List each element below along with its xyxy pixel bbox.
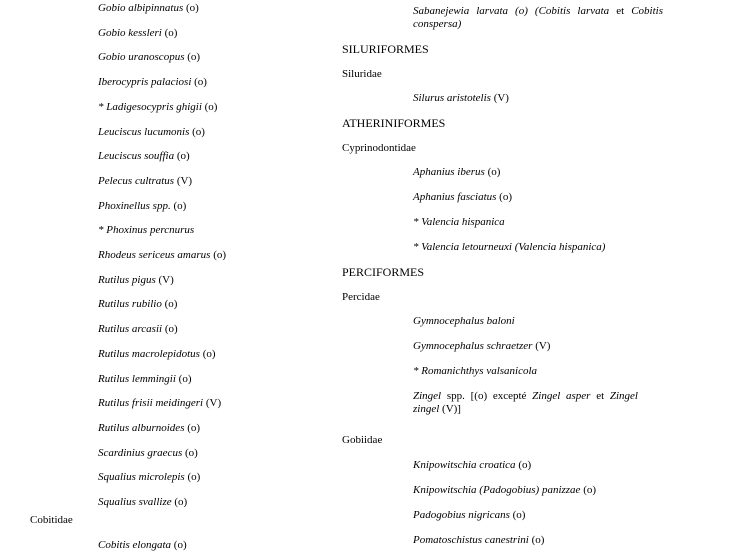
- species-entry: Rutilus pigus (V): [98, 274, 174, 286]
- species-entry: Gymnocephalus schraetzer (V): [413, 340, 551, 352]
- species-entry: Knipowitschia croatica (o): [413, 459, 532, 471]
- species-entry: Pelecus cultratus (V): [98, 175, 193, 187]
- species-entry: Gobio uranoscopus (o): [98, 51, 201, 63]
- species-entry: Rutilus frisii meidingeri (V): [98, 397, 222, 409]
- species-entry: Rutilus macrolepidotus (o): [98, 348, 216, 360]
- species-entry: Gobio kessleri (o): [98, 27, 178, 39]
- species-entry: * Valencia letourneuxi (Valencia hispanica): [413, 241, 606, 253]
- family-heading-siluridae: Siluridae: [342, 68, 382, 80]
- species-entry: Rutilus arcasii (o): [98, 323, 178, 335]
- species-entry: Scardinius graecus (o): [98, 447, 198, 459]
- family-heading-percidae: Percidae: [342, 291, 380, 303]
- species-entry: Gymnocephalus baloni: [413, 315, 515, 327]
- species-entry: Aphanius fasciatus (o): [413, 191, 512, 203]
- species-entry: Rutilus alburnoides (o): [98, 422, 201, 434]
- species-entry: Leuciscus lucumonis (o): [98, 126, 205, 138]
- species-entry: Phoxinellus spp. (o): [98, 200, 187, 212]
- species-entry: * Romanichthys valsanicola: [413, 365, 538, 377]
- species-entry: Squalius microlepis (o): [98, 471, 201, 483]
- species-entry: Rutilus rubilio (o): [98, 298, 178, 310]
- species-entry: * Valencia hispanica: [413, 216, 505, 228]
- species-entry: Pomatoschistus canestrini (o): [413, 534, 545, 546]
- species-entry: Padogobius nigricans (o): [413, 509, 526, 521]
- species-entry: * Phoxinus percnurus: [98, 224, 195, 236]
- species-entry: Cobitis elongata (o): [98, 539, 187, 551]
- species-entry: Leuciscus souffia (o): [98, 150, 190, 162]
- species-entry: Sabanejewia larvata (o) (Cobitis larvata et Cobitis conspersa): [413, 5, 663, 30]
- species-entry: Aphanius iberus (o): [413, 166, 501, 178]
- family-heading-gobiidae: Gobiidae: [342, 434, 383, 446]
- species-entry: Zingel spp. [(o) excepté Zingel asper et Zingel zingel (V)]: [413, 390, 638, 415]
- species-entry: Rhodeus sericeus amarus (o): [98, 249, 227, 261]
- order-heading-perciformes: PERCIFORMES: [342, 265, 425, 279]
- species-entry: Knipowitschia (Padogobius) panizzae (o): [413, 484, 597, 496]
- species-entry: * Ladigesocypris ghigii (o): [98, 101, 218, 113]
- family-heading-cyprinodontidae: Cyprinodontidae: [342, 142, 416, 154]
- species-entry: Silurus aristotelis (V): [413, 92, 509, 104]
- species-entry: Iberocypris palaciosi (o): [98, 76, 207, 88]
- species-entry: Squalius svallize (o): [98, 496, 188, 508]
- species-entry: Rutilus lemmingii (o): [98, 373, 192, 385]
- family-heading-cobitidae: Cobitidae: [30, 514, 73, 526]
- order-heading-atheriniformes: ATHERINIFORMES: [342, 116, 446, 130]
- order-heading-siluriformes: SILURIFORMES: [342, 42, 429, 56]
- species-entry: Gobio albipinnatus (o): [98, 2, 199, 14]
